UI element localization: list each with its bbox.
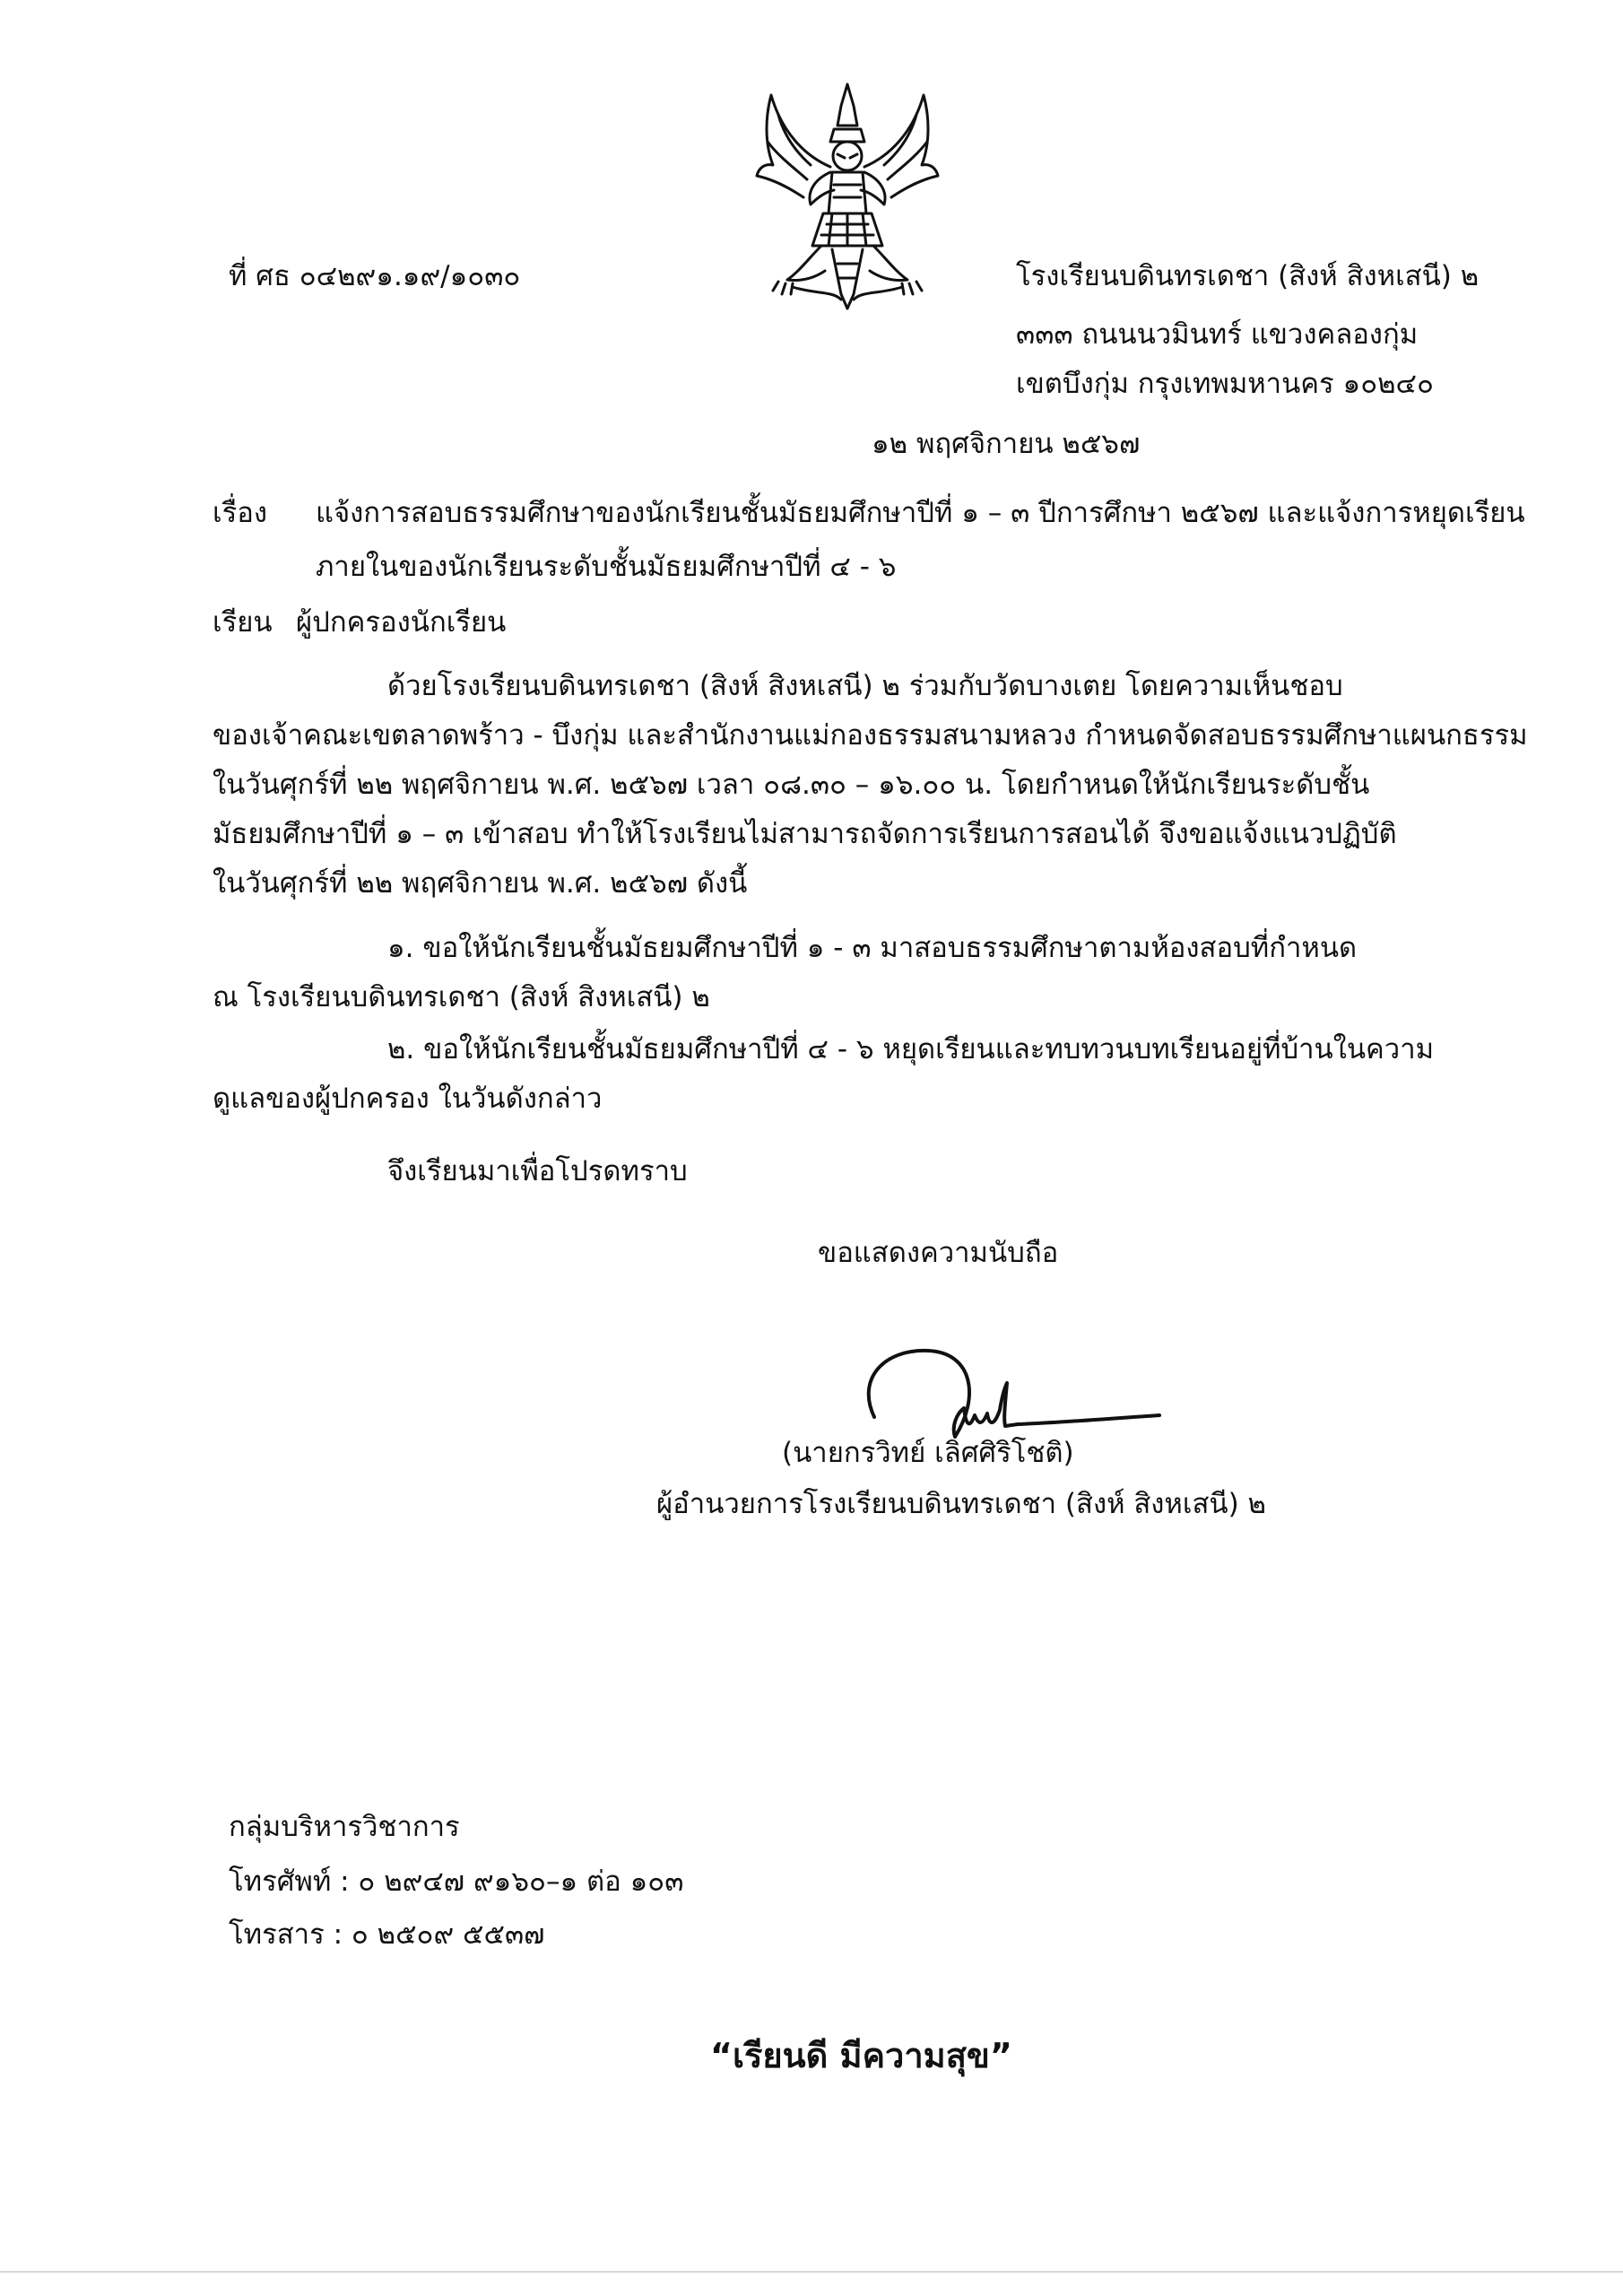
garuda-emblem (751, 79, 943, 316)
document-date: ๑๒ พฤศจิกายน ๒๕๖๗ (872, 428, 1141, 460)
address-line: เขตบึงกุ่ม กรุงเทพมหานคร ๑๐๒๔๐ (1016, 368, 1434, 400)
subject-line: ภายในของนักเรียนระดับชั้นมัธยมศึกษาปีที่ ๔ - ๖ (316, 551, 897, 583)
body-line: ในวันศุกร์ที่ ๒๒ พฤศจิกายน พ.ศ. ๒๕๖๗ ดังนี้ (213, 867, 748, 900)
subject-label: เรื่อง (213, 497, 268, 529)
address-line: ๓๓๓ ถนนนวมินทร์ แขวงคลองกุ่ม (1016, 318, 1419, 351)
signer-position: ผู้อำนวยการโรงเรียนบดินทรเดชา (สิงห์ สิงหเสนี) ๒ (656, 1488, 1266, 1520)
list-item: ๑. ขอให้นักเรียนชั้นมัธยมศึกษาปีที่ ๑ - ๓ มาสอบธรรมศึกษาตามห้องสอบที่กำหนด (387, 932, 1358, 964)
phone-number: โทรศัพท์ : ๐ ๒๙๔๗ ๙๑๖๐–๑ ต่อ ๑๐๓ (229, 1866, 684, 1898)
fax-number: โทรสาร : ๐ ๒๕๐๙ ๕๕๓๗ (229, 1918, 545, 1951)
list-item: ณ โรงเรียนบดินทรเดชา (สิงห์ สิงหเสนี) ๒ (213, 981, 710, 1013)
signer-name: (นายกรวิทย์ เลิศศิริโชติ) (782, 1437, 1074, 1469)
reference-number: ที่ ศธ ๐๔๒๙๑.๑๙/๑๐๓๐ (229, 260, 521, 292)
body-line: ด้วยโรงเรียนบดินทรเดชา (สิงห์ สิงหเสนี) ๒ ร่วมกับวัดบางเตย โดยความเห็นชอบ (387, 670, 1343, 702)
department: กลุ่มบริหารวิชาการ (229, 1811, 460, 1843)
salutation-label: เรียน (213, 606, 273, 639)
list-item: ๒. ขอให้นักเรียนชั้นมัธยมศึกษาปีที่ ๔ - ๖ หยุดเรียนและทบทวนบทเรียนอยู่ที่บ้านในความ (387, 1033, 1435, 1065)
closing-line: จึงเรียนมาเพื่อโปรดทราบ (387, 1155, 688, 1187)
subject-line: แจ้งการสอบธรรมศึกษาของนักเรียนชั้นมัธยมศึกษาปีที่ ๑ – ๓ ปีการศึกษา ๒๕๖๗ และแจ้งการหยุดเรียน (316, 497, 1525, 529)
salutation-recipient: ผู้ปกครองนักเรียน (296, 606, 507, 639)
page-edge-divider (0, 2271, 1623, 2273)
list-item: ดูแลของผู้ปกครอง ในวันดังกล่าว (213, 1083, 603, 1115)
school-name: โรงเรียนบดินทรเดชา (สิงห์ สิงหเสนี) ๒ (1016, 260, 1480, 292)
school-motto: “เรียนดี มีความสุข” (710, 2036, 1012, 2075)
complimentary-close: ขอแสดงความนับถือ (818, 1237, 1059, 1269)
body-line: มัธยมศึกษาปีที่ ๑ – ๓ เข้าสอบ ทำให้โรงเรียนไม่สามารถจัดการเรียนการสอนได้ จึงขอแจ้งแนวปฏิบัติ (213, 818, 1397, 850)
body-line: ของเจ้าคณะเขตลาดพร้าว - บึงกุ่ม และสำนักงานแม่กองธรรมสนามหลวง กำหนดจัดสอบธรรมศึกษาแผนกธรรม (213, 719, 1528, 752)
body-line: ในวันศุกร์ที่ ๒๒ พฤศจิกายน พ.ศ. ๒๕๖๗ เวลา ๐๘.๓๐ – ๑๖.๐๐ น. โดยกำหนดให้นักเรียนระดับชั้น (213, 769, 1370, 801)
